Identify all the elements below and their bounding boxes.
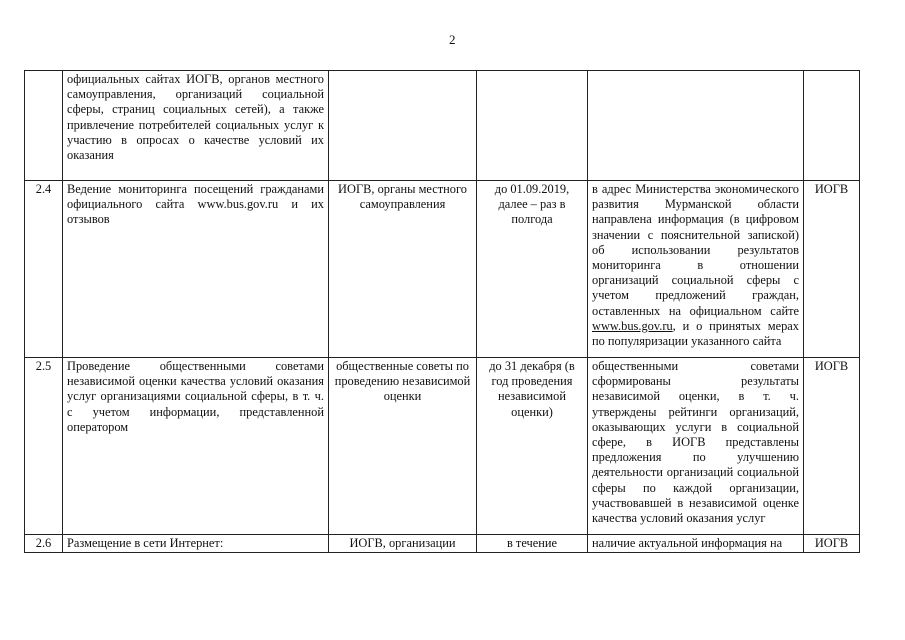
expected-result: общественными советами сформированы результаты независимой оценки, в т. ч. утверждены рейтинги организаций, оказывающих услуги в социальной сфере, в ИОГВ представлены предложения по улучшению деятельности организаций социальной сферы по каждой организации, участвовавшей в независимой оценке качества условий оказания услуг [588,358,804,535]
executors: ИОГВ, организации [329,535,477,553]
page-number: 2 [449,32,456,47]
expected-result [588,71,804,181]
item-number: 2.5 [25,358,63,535]
table-row [25,71,860,181]
event-description: Размещение в сети Интернет: [63,535,329,553]
item-number [25,71,63,181]
responsible: ИОГВ [804,181,860,358]
executors: общественные советы по проведению независимой оценки [329,358,477,535]
executors: ИОГВ, органы местного самоуправления [329,181,477,358]
measures-table [24,70,860,553]
table-row [25,535,860,553]
item-number: 2.4 [25,181,63,358]
event-description: Проведение общественными советами независимой оценки качества условий оказания услуг организациями социальной сферы, в т. ч. с учетом информации, представленной оператором [63,358,329,535]
table-row [25,181,860,358]
responsible: ИОГВ [804,535,860,553]
result-text-end: , и о принятых мерах по популяризации указанного сайта [592,318,799,349]
event-description: официальных сайтах ИОГВ, органов местного самоуправления, организаций социальной сферы, страниц социальных сетей), а также привлечение потребителей социальных услуг к участию в опросах о качестве условий их оказания [63,71,329,181]
result-text-start: в адрес Министерства экономического развития Мурманской области направлена информация (в цифровом значении с пояснительной запиской) об использовании результатов мониторинга в отношении организаций социальной сферы с учетом предложений граждан, оставленных на официальном сайте [592,182,799,318]
expected-result [588,181,804,358]
table-row [25,358,860,535]
responsible [804,71,860,181]
event-description: Ведение мониторинга посещений гражданами официального сайта www.bus.gov.ru и их отзывов [63,181,329,358]
deadline: в течение [477,535,588,553]
item-number: 2.6 [25,535,63,553]
bus-gov-link[interactable]: www.bus.gov.ru [592,318,673,333]
deadline [477,71,588,181]
responsible: ИОГВ [804,358,860,535]
expected-result: наличие актуальной информация на [588,535,804,553]
deadline: до 01.09.2019, далее – раз в полгода [477,181,588,358]
deadline: до 31 декабря (в год проведения независимой оценки) [477,358,588,535]
executors [329,71,477,181]
